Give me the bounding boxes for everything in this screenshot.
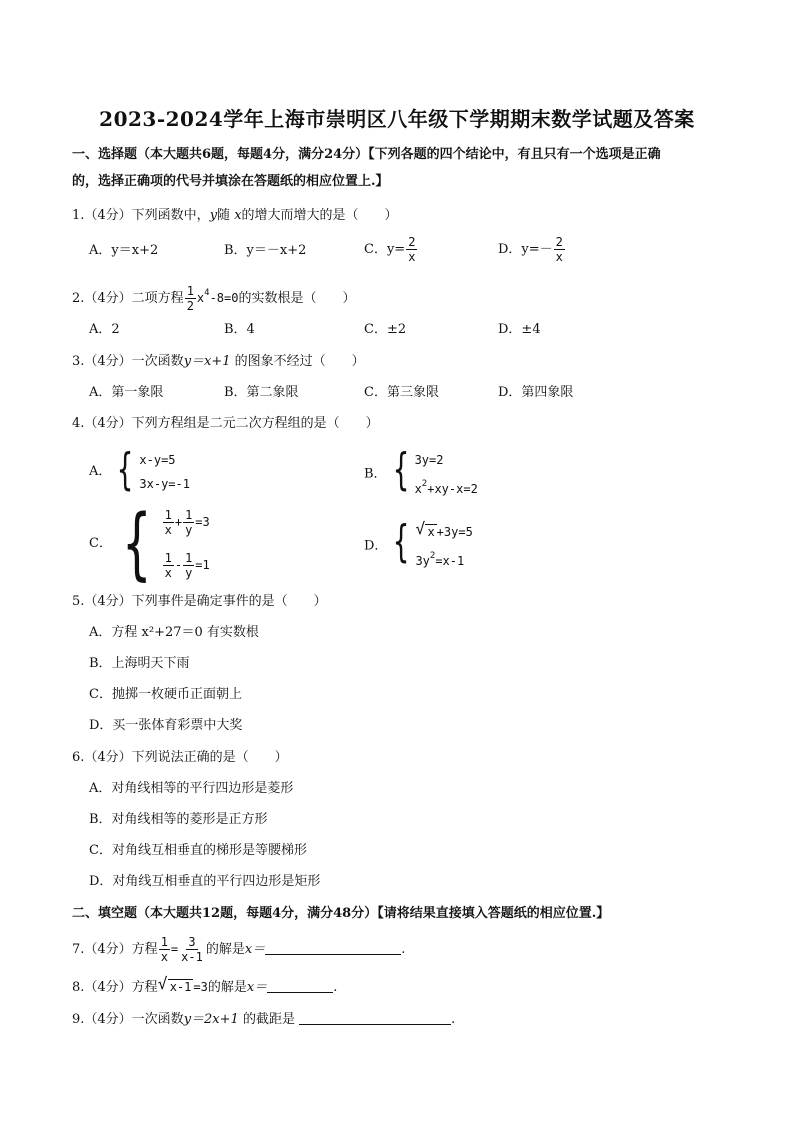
q2-rest: -8=0 <box>209 291 239 305</box>
q4-option-a-system <box>111 444 190 496</box>
q4-option-b <box>364 444 478 501</box>
q4-c-row2 <box>162 551 210 580</box>
q5-option-a: A．方程 x²+27＝0 有实数根 <box>89 625 259 640</box>
q2-fraction-den: 2 <box>186 299 194 313</box>
q4-option-d <box>364 516 473 573</box>
q6-option-b: B．对角线相等的菱形是正方形 <box>89 812 268 827</box>
q4-b-row1: 3y=2 <box>414 453 444 467</box>
q4-option-b-system <box>387 444 478 501</box>
q3-stem-prefix: 3.（4分）一次函数 <box>72 354 184 369</box>
q2-option-a: A．2 <box>89 322 120 337</box>
q3-expression: y＝x+1 <box>183 354 231 369</box>
q4-d-row1 <box>415 520 472 544</box>
q6-option-a: A．对角线相等的平行四边形是菱形 <box>89 781 294 796</box>
q4-c-r1-op: + <box>174 515 183 529</box>
left-brace-icon: { <box>121 499 152 589</box>
q2-fraction-num: 1 <box>186 284 194 298</box>
q3-option-d: D．第四象限 <box>498 385 574 400</box>
q1-option-b: B．y＝－x+2 <box>224 243 307 258</box>
q8-prefix: 8.（4分）方程 <box>72 980 158 995</box>
q4-b-row2-exp: 2 <box>421 479 428 489</box>
section-1-heading-line1: 一、选择题（本大题共6题，每题4分，满分24分）【下列各题的四个结论中，有且只有一个选项是正确 <box>72 147 661 162</box>
q4-d-r2-exp: 2 <box>429 551 436 561</box>
question-3-stem <box>72 352 365 372</box>
q3-stem-suffix: 的图象不经过（ ） <box>234 354 365 369</box>
q4-b-row2-rest: +xy-x=2 <box>427 482 478 496</box>
q8-radical: √ <box>157 974 168 993</box>
q4-d-r2-b: =x-1 <box>435 554 465 568</box>
q4-option-c <box>89 499 210 589</box>
q2-exponent: 4 <box>204 288 210 298</box>
q1-option-d-label: D．y=－ <box>498 242 553 257</box>
q4-option-d-label: D． <box>364 538 388 554</box>
q4-option-b-label: B． <box>364 466 387 482</box>
q8-rest: =3 <box>193 980 208 994</box>
q8-suffix: 的解是 <box>207 980 247 995</box>
sqrt-icon <box>157 974 194 997</box>
question-9 <box>72 1010 455 1030</box>
q4-a-row1: x-y=5 <box>139 453 176 467</box>
q2-option-c: C．±2 <box>364 322 407 337</box>
q1-option-c-den: x <box>408 250 416 264</box>
q4-c-r2-num1: 1 <box>164 551 172 565</box>
left-brace-icon: { <box>392 444 409 495</box>
q4-a-row2: 3x-y=-1 <box>139 477 190 491</box>
q7-suffix: 的解是 <box>205 942 245 957</box>
q9-end: . <box>451 1012 456 1027</box>
q4-d-row2 <box>415 544 472 573</box>
q4-c-r2-num2: 1 <box>185 551 193 565</box>
q7-equals: = <box>170 942 179 956</box>
q6-option-d: D．对角线互相垂直的平行四边形是矩形 <box>89 874 321 889</box>
question-6-stem: 6.（4分）下列说法正确的是（ ） <box>72 750 288 765</box>
q5-option-d: D．买一张体育彩票中大奖 <box>89 718 243 733</box>
q2-option-d: D．±4 <box>498 322 541 337</box>
section-1-heading-line2: 的，选择正确项的代号并填涂在答题纸的相应位置上.】 <box>72 174 389 189</box>
q5-option-c: C．抛掷一枚硬币正面朝上 <box>89 687 242 702</box>
q1-option-d-fraction <box>554 235 565 264</box>
q4-option-c-label: C． <box>89 536 112 551</box>
q4-c-r1-num2: 1 <box>185 508 193 522</box>
q8-end: . <box>333 980 338 995</box>
q4-c-r1-den1: x <box>164 523 172 537</box>
q2-var: x <box>196 291 205 305</box>
q4-c-r2-den2: y <box>185 566 193 580</box>
q6-option-c: C．对角线互相垂直的梯形是等腰梯形 <box>89 843 307 858</box>
q1-option-d <box>498 235 566 264</box>
q1-stem-prefix: 1.（4分）下列函数中， <box>72 208 210 223</box>
q7-var: x＝ <box>244 942 266 957</box>
question-2-stem <box>72 283 356 313</box>
q1-stem-mid: 随 <box>217 208 231 223</box>
q7-answer-blank <box>265 941 401 955</box>
question-1-stem <box>72 206 398 226</box>
q2-fraction <box>185 284 196 313</box>
left-brace-icon: { <box>116 444 134 495</box>
q4-option-a-label: A． <box>89 464 112 479</box>
q1-stem-suffix: 的增大而增大的是（ ） <box>241 208 398 223</box>
q3-option-c: C．第三象限 <box>364 385 439 400</box>
q1-option-c-num: 2 <box>408 235 416 249</box>
q7-den2: x-1 <box>181 950 203 964</box>
q4-d-r1-rest: +3y=5 <box>436 525 473 539</box>
q4-c-r1-num1: 1 <box>164 508 172 522</box>
q9-suffix: 的截距是 <box>242 1012 295 1027</box>
q2-stem-suffix: 的实数根是（ ） <box>238 291 356 306</box>
section-2-heading: 二、填空题（本大题共12题，每题4分，满分48分）【请将结果直接填入答题纸的相应位置.】 <box>72 906 610 921</box>
q4-c-r1-den2: y <box>185 523 193 537</box>
q1-stem-x: x <box>234 208 242 223</box>
q4-c-row1 <box>162 508 210 537</box>
question-5-stem: 5.（4分）下列事件是确定事件的是（ ） <box>72 594 327 609</box>
q7-fraction-left <box>159 935 170 964</box>
left-brace-icon: { <box>393 516 410 567</box>
q1-option-c-label: C．y= <box>364 242 406 257</box>
q4-c-r2-den1: x <box>164 566 172 580</box>
q8-inner: x-1 <box>169 980 192 994</box>
q8-var: x＝ <box>246 980 268 995</box>
q2-option-b: B．4 <box>224 322 255 337</box>
q7-den1: x <box>160 950 168 964</box>
page-title: 2023-2024学年上海市崇明区八年级下学期期末数学试题及答案 <box>99 107 695 131</box>
q4-option-a <box>89 444 190 496</box>
q4-option-c-system <box>112 499 210 589</box>
q3-option-a: A．第一象限 <box>89 385 164 400</box>
q1-option-c-fraction <box>406 235 417 264</box>
section-1-heading <box>72 141 732 195</box>
q7-fraction-right <box>179 935 205 964</box>
q7-num1: 1 <box>160 935 168 949</box>
q1-option-d-num: 2 <box>555 235 563 249</box>
q7-end: . <box>401 942 406 957</box>
q3-option-b: B．第二象限 <box>224 385 299 400</box>
q4-c-r1-eq: =3 <box>195 515 210 529</box>
question-7 <box>72 935 405 964</box>
q8-answer-blank <box>267 979 333 993</box>
q1-option-a: A．y＝x+2 <box>89 243 159 258</box>
q7-prefix: 7.（4分）方程 <box>72 942 158 957</box>
q4-c-r2-op: - <box>174 558 183 572</box>
q9-prefix: 9.（4分）一次函数 <box>72 1012 184 1027</box>
q7-num2: 3 <box>188 935 196 949</box>
q1-option-c <box>364 235 418 264</box>
q1-stem-y: y <box>209 208 218 223</box>
q4-c-r2-eq: =1 <box>195 558 210 572</box>
q4-option-d-system <box>387 516 473 573</box>
sqrt-icon <box>415 520 436 544</box>
q4-d-radical: √ <box>415 519 426 538</box>
question-8 <box>72 974 338 998</box>
q9-expression: y＝2x+1 <box>183 1012 239 1027</box>
q4-b-row2 <box>415 472 478 501</box>
q9-answer-blank <box>299 1011 451 1025</box>
q2-stem-prefix: 2.（4分）二项方程 <box>72 291 184 306</box>
question-4-stem: 4.（4分）下列方程组是二元二次方程组的是（ ） <box>72 416 379 431</box>
q4-d-r1-inner: x <box>427 525 435 539</box>
q5-option-b: B．上海明天下雨 <box>89 656 190 671</box>
q4-b-row2-var: x <box>414 482 422 496</box>
q4-d-r2-a: 3y <box>415 554 430 568</box>
q1-option-d-den: x <box>555 250 563 264</box>
